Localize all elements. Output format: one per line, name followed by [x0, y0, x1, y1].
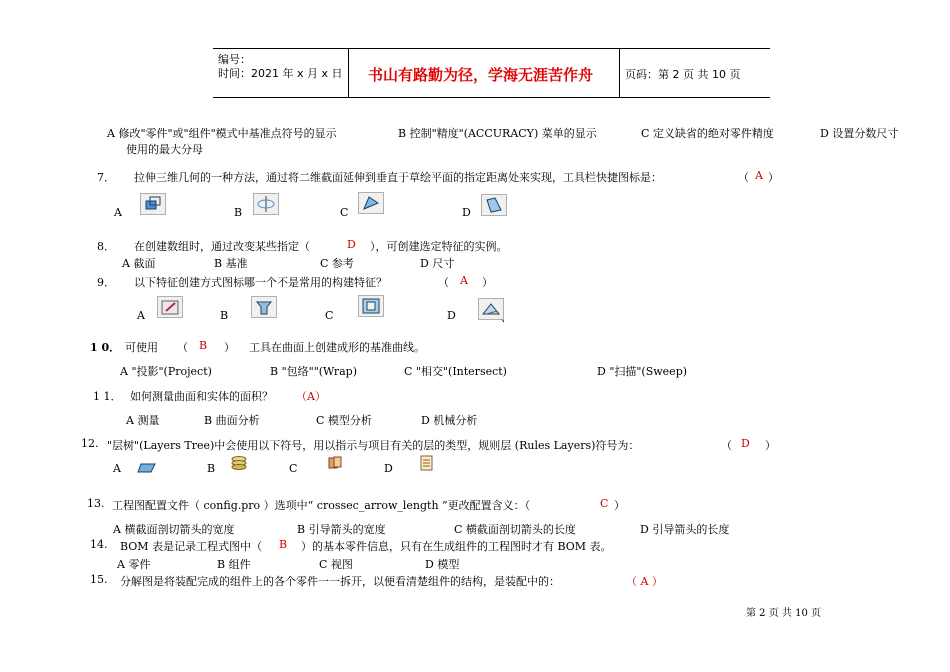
q15-answer: （ A ） — [626, 575, 663, 588]
q9-answer-close: ） — [482, 276, 493, 289]
q10-option-d: D "扫描"(Sweep) — [597, 365, 688, 378]
q11-option-b: B 曲面分析 — [204, 414, 260, 427]
q13-number: 13. — [87, 497, 105, 510]
revolve-icon — [253, 193, 279, 215]
q10-number: 1 0． — [90, 341, 121, 354]
q14-option-a: A 零件 — [117, 558, 151, 571]
q14-option-b: B 组件 — [217, 558, 251, 571]
q14-option-d: D 模型 — [425, 558, 460, 571]
q6-option-b: B 控制"精度"(ACCURACY) 菜单的显示 — [398, 127, 597, 140]
q9-trail: 、 — [501, 311, 512, 324]
q9-label-d: D — [447, 309, 456, 322]
q12-text: "层树"(Layers Tree)中会使用以下符号，用以指示与项目有关的层的类型，规则层 (Rules Layers)符号为： — [107, 439, 640, 452]
q15-number: 15. — [90, 573, 108, 586]
q14-number: 14. — [90, 538, 108, 551]
q8-answer: D — [347, 238, 356, 251]
q14-option-c: C 视图 — [319, 558, 353, 571]
header-bianhao: 编号： — [218, 53, 251, 66]
q8-text-1: 在创建数组时，通过改变某些指定（ — [134, 240, 310, 253]
q13-option-b: B 引导箭头的宽度 — [297, 523, 386, 536]
q9-answer-open: （ — [438, 276, 449, 289]
q11-option-a: A 测量 — [126, 414, 160, 427]
q13-option-c: C 横截面剖切箭头的长度 — [454, 523, 576, 536]
q9-answer: A — [460, 274, 468, 287]
q12-answer: D — [741, 437, 750, 450]
header-bottom-rule — [213, 97, 770, 98]
q10-option-c: C "相交"(Intersect) — [404, 365, 507, 378]
q13-answer-close: ） — [614, 499, 625, 512]
header-motto: 书山有路勤为径，学海无涯苦作舟 — [368, 66, 594, 84]
q6-option-a: A 修改"零件"或"组件"模式中基准点符号的显示 — [107, 127, 337, 140]
q6-option-c: C 定义缺省的绝对零件精度 — [641, 127, 774, 140]
layer-stack-icon — [230, 455, 248, 471]
rules-layer-icon — [419, 455, 435, 471]
q8-option-c: C 参考 — [320, 257, 354, 270]
header-time: 时间：2021 年 x 月 x 日 — [218, 67, 343, 80]
q9-label-b: B — [220, 309, 229, 322]
layer-plane-icon — [137, 462, 157, 474]
q12-number: 12. — [81, 437, 99, 450]
draft-icon — [157, 296, 183, 318]
q14-text-1: BOM 表是记录工程式图中（ — [120, 540, 263, 553]
q12-label-c: C — [289, 462, 298, 475]
blend-icon — [481, 194, 507, 216]
q9-label-a: A — [137, 309, 145, 322]
q12-label-b: B — [207, 462, 216, 475]
q6-option-d: D 设置分数尺寸 — [820, 127, 899, 140]
sweep-icon — [358, 192, 384, 214]
q7-text: 拉伸三维几何的一种方法，通过将二维截面延伸到垂直于草绘平面的指定距离处来实现，工具栏快捷图标是： — [134, 171, 662, 184]
q12-label-a: A — [113, 462, 121, 475]
layer-group-icon — [327, 455, 343, 471]
q10-text-1: 可使用 — [125, 341, 158, 354]
q6-option-d-cont: 使用的最大分母 — [126, 143, 203, 156]
q10-option-a: A "投影"(Project) — [120, 365, 212, 378]
q14-answer: B — [279, 538, 288, 551]
q9-text: 以下特征创建方式图标哪一个不是常用的构建特征？ — [134, 276, 387, 289]
header-page: 页码：第 2 页 共 10 页 — [625, 68, 741, 81]
q13-answer: C — [600, 497, 609, 510]
q10-answer: B — [199, 339, 208, 352]
q11-option-c: C 模型分析 — [316, 414, 372, 427]
q13-option-d: D 引导箭头的长度 — [640, 523, 730, 536]
q7-answer: A — [755, 169, 763, 182]
q8-text-2: ），可创建选定特征的实例。 — [370, 240, 508, 253]
q8-option-b: B 基准 — [214, 257, 248, 270]
q7-label-b: B — [234, 206, 243, 219]
q7-answer-open: （ — [738, 171, 749, 184]
q8-option-a: A 截面 — [122, 257, 156, 270]
q10-option-b: B "包络""(Wrap) — [270, 365, 358, 378]
q8-option-d: D 尺寸 — [420, 257, 455, 270]
q7-answer-close: ） — [768, 171, 779, 184]
q9-label-c: C — [325, 309, 334, 322]
q11-option-d: D 机械分析 — [421, 414, 478, 427]
q7-label-d: D — [462, 206, 471, 219]
q15-text: 分解图是将装配完成的组件上的各个零件一一拆开，以便看清楚组件的结构，是装配中的： — [120, 575, 560, 588]
q7-number: 7． — [97, 171, 115, 184]
q12-answer-open: （ — [721, 439, 732, 452]
q7-label-c: C — [340, 206, 349, 219]
header-divider-left — [348, 48, 349, 97]
q10-text-2: 工具在曲面上创建成形的基准曲线。 — [249, 341, 425, 354]
q7-label-a: A — [114, 206, 122, 219]
header-top-rule — [213, 48, 770, 49]
q11-number: 1 1． — [93, 390, 122, 403]
q14-text-2: ）的基本零件信息，只有在生成组件的工程图时才有 BOM 表。 — [301, 540, 612, 553]
q8-number: 8． — [97, 240, 115, 253]
q10-answer-open: （ — [177, 341, 188, 354]
q11-answer: （A） — [296, 390, 326, 403]
q12-answer-close: ） — [765, 439, 776, 452]
page-footer: 第 2 页 共 10 页 — [746, 608, 821, 619]
q10-answer-close: ） — [224, 341, 235, 354]
q12-label-d: D — [384, 462, 393, 475]
extrude-icon — [140, 193, 166, 215]
shell-icon — [358, 295, 384, 317]
q13-option-a: A 横截面剖切箭头的宽度 — [113, 523, 235, 536]
rib-icon — [251, 296, 277, 318]
q9-number: 9． — [97, 276, 115, 289]
q11-text: 如何测量曲面和实体的面积？ — [130, 390, 273, 403]
q13-text: 工程图配置文件（ config.pro ）选项中“ crossec_arrow_length ”更改配置含义：（ — [112, 499, 531, 512]
header-divider-right — [619, 48, 620, 97]
